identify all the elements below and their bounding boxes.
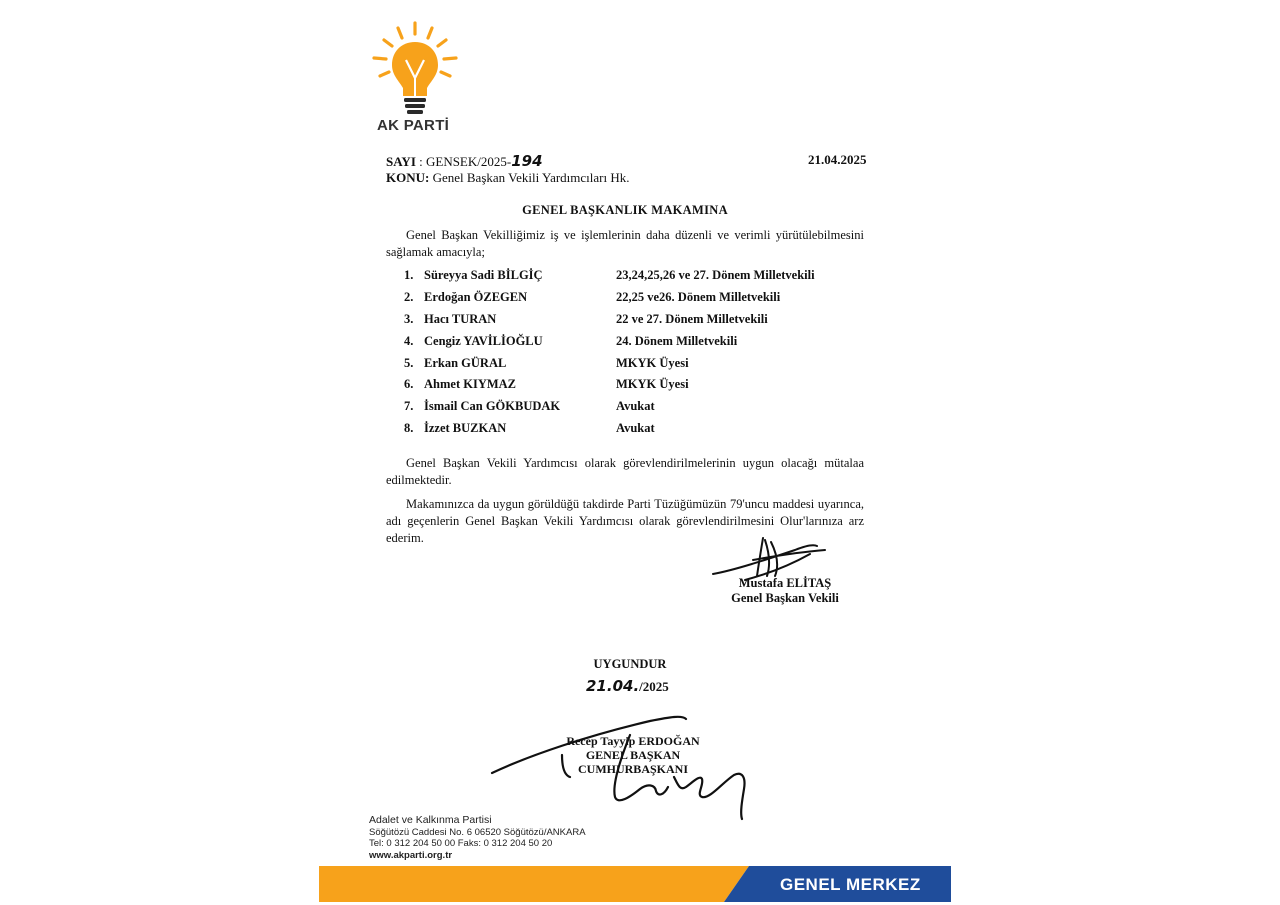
logo-text: AK PARTİ bbox=[377, 117, 450, 134]
member-number: 6. bbox=[404, 377, 414, 391]
member-description: Avukat bbox=[616, 421, 655, 435]
member-number: 3. bbox=[404, 312, 414, 326]
member-description: 22 ve 27. Dönem Milletvekili bbox=[616, 312, 768, 326]
approval-date bbox=[586, 677, 669, 695]
footer-band-label: GENEL MERKEZ bbox=[780, 875, 921, 894]
sayi-handwritten-number: 194 bbox=[511, 152, 543, 170]
approval-date-handwritten: 21.04. bbox=[586, 677, 640, 695]
member-description: 23,24,25,26 ve 27. Dönem Milletvekili bbox=[616, 268, 815, 282]
member-name: Cengiz YAVİLİOĞLU bbox=[424, 334, 543, 348]
member-name: Süreyya Sadi BİLGİÇ bbox=[424, 268, 543, 282]
member-description: MKYK Üyesi bbox=[616, 377, 689, 391]
footer-street: Söğütözü Caddesi No. 6 06520 Söğütözü/ANKARA bbox=[369, 826, 586, 838]
member-number: 1. bbox=[404, 268, 414, 282]
paragraph-request: Makamınızca da uygun görüldüğü takdirde Parti Tüzüğümüzün 79'uncu maddesi uyarınca, adı geçenlerin Genel Başkan Vekili Yardımcısı olarak görevlendirilmesini Olur'larınıza arz ederim. bbox=[386, 497, 864, 545]
konu-label: KONU: bbox=[386, 170, 430, 185]
footer-org: Adalet ve Kalkınma Partisi bbox=[369, 814, 492, 826]
signer-title: Genel Başkan Vekili bbox=[731, 591, 839, 605]
signer-block-elitas bbox=[700, 576, 870, 606]
letter-heading: GENEL BAŞKANLIK MAKAMINA bbox=[522, 203, 728, 217]
subject-line bbox=[386, 170, 630, 186]
sayi-label: SAYI bbox=[386, 154, 416, 169]
footer-phone: Tel: 0 312 204 50 00 Faks: 0 312 204 50 20 bbox=[369, 838, 553, 849]
approval-label: UYGUNDUR bbox=[593, 657, 667, 671]
member-number: 8. bbox=[404, 421, 414, 435]
footer-address bbox=[369, 815, 586, 861]
member-description: MKYK Üyesi bbox=[616, 356, 689, 370]
member-description: 22,25 ve26. Dönem Milletvekili bbox=[616, 290, 781, 304]
footer-website: www.akparti.org.tr bbox=[369, 849, 453, 861]
member-name: Ahmet KIYMAZ bbox=[424, 377, 517, 391]
signer-block-erdogan bbox=[548, 734, 718, 776]
konu-value: Genel Başkan Vekili Yardımcıları Hk. bbox=[432, 170, 630, 185]
member-number: 7. bbox=[404, 399, 414, 413]
member-name: İzzet BUZKAN bbox=[424, 421, 507, 435]
member-name: Hacı TURAN bbox=[424, 312, 497, 326]
member-description: Avukat bbox=[616, 399, 655, 413]
signer-title: GENEL BAŞKAN bbox=[585, 748, 681, 762]
member-number: 2. bbox=[404, 290, 414, 304]
member-number: 5. bbox=[404, 356, 414, 370]
lightbulb-icon bbox=[374, 23, 456, 114]
member-number: 4. bbox=[404, 334, 414, 348]
approval-date-year: /2025 bbox=[639, 679, 669, 694]
member-name: Erkan GÜRAL bbox=[424, 356, 507, 370]
member-description: 24. Dönem Milletvekili bbox=[616, 334, 738, 348]
paragraph-assessment: Genel Başkan Vekili Yardımcısı olarak görevlendirilmelerinin uygun olacağı mütalaa edilmektedir. bbox=[386, 456, 864, 487]
intro-paragraph: Genel Başkan Vekilliğimiz iş ve işlemlerinin daha düzenli ve verimli yürütülebilmesini sağlamak amacıyla; bbox=[386, 228, 864, 259]
signer-name: Mustafa ELİTAŞ bbox=[738, 576, 832, 590]
signer-name: Recep Tayyip ERDOĞAN bbox=[566, 734, 700, 748]
reference-number bbox=[386, 152, 543, 170]
sayi-value: : GENSEK/2025- bbox=[419, 154, 512, 169]
signer-title: CUMHURBAŞKANI bbox=[577, 762, 688, 776]
member-name: Erdoğan ÖZEGEN bbox=[424, 290, 528, 304]
document-date: 21.04.2025 bbox=[808, 152, 867, 167]
member-name: İsmail Can GÖKBUDAK bbox=[424, 399, 561, 413]
